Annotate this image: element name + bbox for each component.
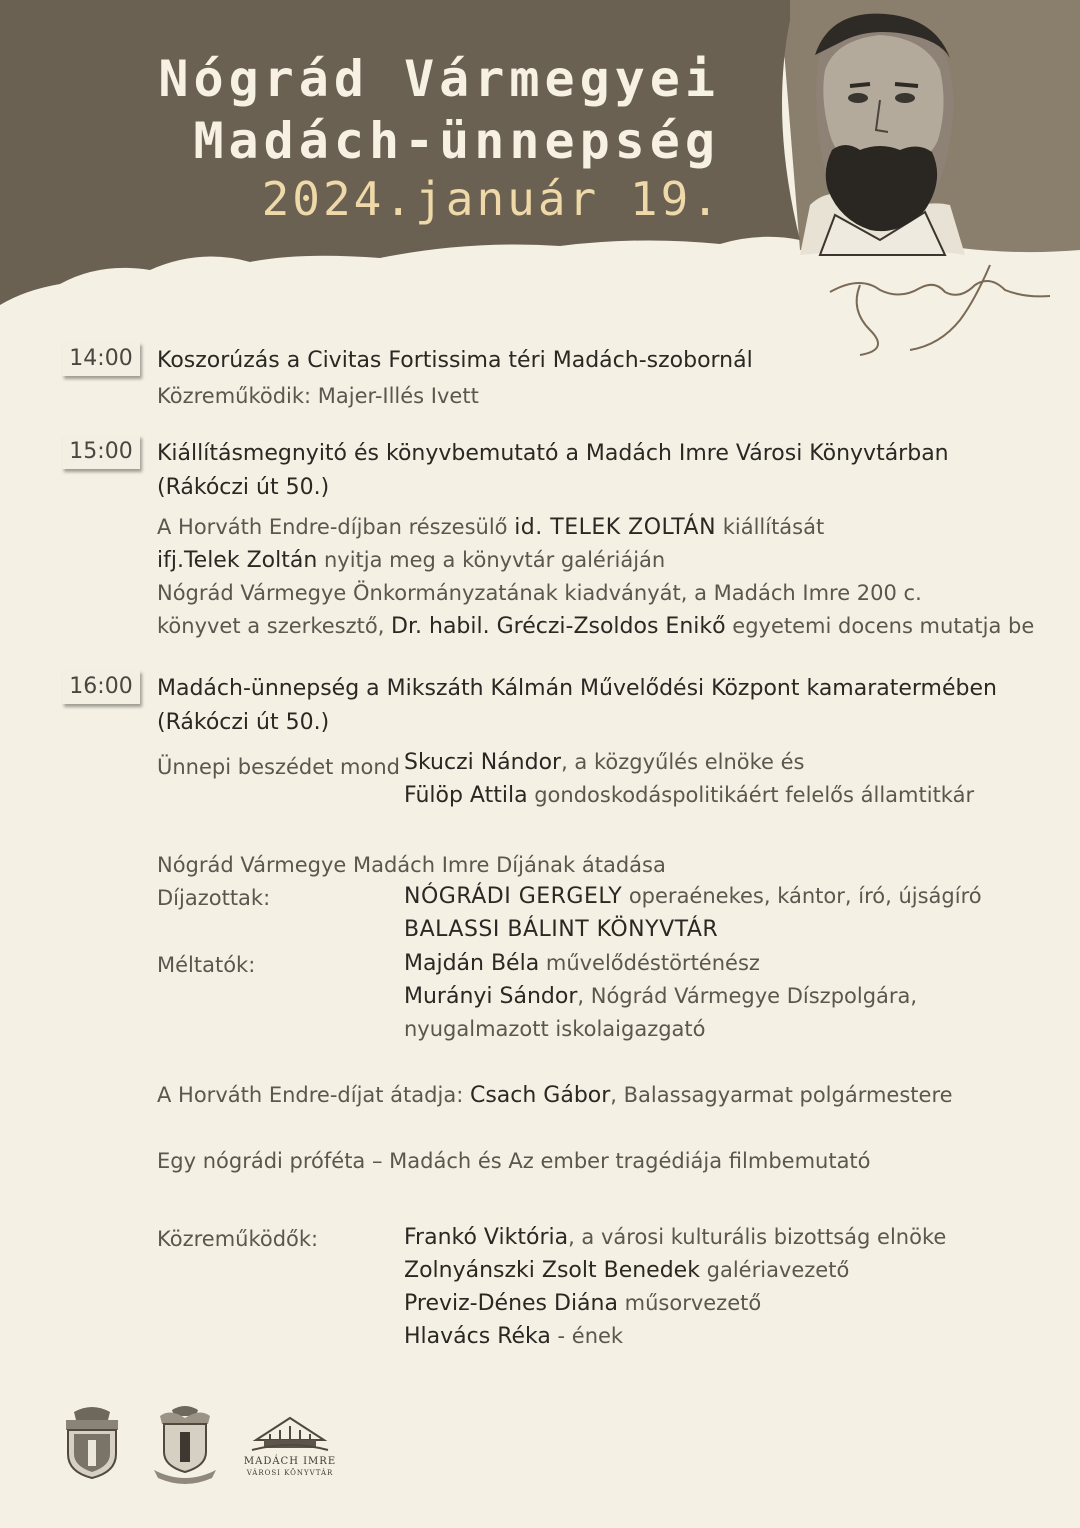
award-title: Nógrád Vármegye Madách Imre Díjának átadása <box>157 853 666 877</box>
text: gondoskodáspolitikáért felelős államtitkár <box>527 783 975 807</box>
speaker-name: Skuczi Nándor <box>404 750 562 775</box>
text: A Horváth Endre-díjat átadja: <box>157 1083 470 1107</box>
text: kiállítását <box>716 515 825 539</box>
text: művelődéstörténész <box>539 951 760 975</box>
speech-label: Ünnepi beszédet mond <box>157 755 400 779</box>
opening-line <box>157 545 665 576</box>
contributor-name: Frankó Viktória <box>404 1225 569 1250</box>
signature <box>830 265 1050 355</box>
event-address-1500: (Rákóczi út 50.) <box>157 475 330 500</box>
exhibition-line <box>157 512 824 543</box>
laudator-name: Murányi Sándor <box>404 984 578 1009</box>
text: műsorvezető <box>617 1291 762 1315</box>
awardee-name: BALASSI BÁLINT KÖNYVTÁR <box>404 917 719 942</box>
laudator-2 <box>404 981 917 1012</box>
text: - ének <box>550 1324 624 1348</box>
contributor-name: Hlavács Réka <box>404 1324 551 1349</box>
time-badge-1400: 14:00 <box>62 342 140 376</box>
opener-name: ifj.Telek Zoltán <box>157 548 318 573</box>
mayor-name: Csach Gábor <box>469 1083 611 1108</box>
contributor-2 <box>404 1255 849 1286</box>
laudator-name: Majdán Béla <box>404 951 540 976</box>
library-building-icon <box>250 1410 330 1452</box>
county-coat-of-arms-icon <box>60 1404 124 1480</box>
speaker-1 <box>404 747 804 778</box>
city-coat-of-arms-icon <box>150 1402 220 1484</box>
library-logo <box>240 1410 340 1478</box>
artist-name: id. TELEK ZOLTÁN <box>514 515 717 540</box>
speaker-name: Fülöp Attila <box>404 783 528 808</box>
film-line: Egy nógrádi próféta – Madách és Az ember tragédiája filmbemutató <box>157 1149 871 1173</box>
event-title-1400: Koszorúzás a Civitas Fortissima téri Madách-szobornál <box>157 348 753 373</box>
contributor-3 <box>404 1288 761 1319</box>
book-line-1: Nógrád Vármegye Önkormányzatának kiadványát, a Madách Imre 200 c. <box>157 581 922 605</box>
contributor-line: Közreműködik: Majer-Illés Ivett <box>157 384 479 408</box>
text: A Horváth Endre-díjban részesülő <box>157 515 515 539</box>
time-badge-1500: 15:00 <box>62 435 140 469</box>
text: , a városi kulturális bizottság elnöke <box>568 1225 947 1249</box>
text: , Nógrád Vármegye Díszpolgára, <box>577 984 918 1008</box>
awardee-name: NÓGRÁDI GERGELY <box>404 884 623 909</box>
text: könyvet a szerkesztő, <box>157 614 392 638</box>
event-title-line-2: Madách-ünnepség <box>193 112 720 170</box>
text: egyetemi docens mutatja be <box>725 614 1035 638</box>
text: , a közgyűlés elnöke és <box>561 750 805 774</box>
event-title-line-1: Nógrád Vármegyei <box>158 50 720 108</box>
awardee-2 <box>404 914 718 945</box>
contributors-label: Közreműködők: <box>157 1227 319 1251</box>
event-title-1600: Madách-ünnepség a Mikszáth Kálmán Művelődési Központ kamaratermében <box>157 676 997 701</box>
text: nyitja meg a könyvtár galériáján <box>317 548 666 572</box>
contributor-name: Zolnyánszki Zsolt Benedek <box>404 1258 700 1283</box>
horvath-award-line <box>157 1080 953 1111</box>
time-badge-1600: 16:00 <box>62 670 140 704</box>
editor-name: Dr. habil. Gréczi-Zsoldos Enikő <box>391 614 726 639</box>
book-line-2 <box>157 611 1034 642</box>
laudator-1 <box>404 948 760 979</box>
text: galériavezető <box>699 1258 850 1282</box>
contributor-1 <box>404 1222 946 1253</box>
portrait-engraving-icon <box>800 14 965 255</box>
laudators-label: Méltatók: <box>157 953 256 977</box>
text: operaénekes, kántor, író, újságíró <box>622 884 982 908</box>
event-date: 2024.január 19. <box>261 172 722 226</box>
library-name-line-1: MADÁCH IMRE <box>243 1456 337 1467</box>
contributor-name: Previz-Dénes Diána <box>404 1291 618 1316</box>
event-address-1600: (Rákóczi út 50.) <box>157 710 330 735</box>
awardees-label: Díjazottak: <box>157 886 271 910</box>
text: , Balassagyarmat polgármestere <box>610 1083 953 1107</box>
awardee-1 <box>404 881 982 912</box>
event-title-1500: Kiállításmegnyitó és könyvbemutató a Madách Imre Városi Könyvtárban <box>157 441 949 466</box>
laudator-2-title: nyugalmazott iskolaigazgató <box>404 1017 706 1041</box>
speaker-2 <box>404 780 974 811</box>
library-name-line-2: VÁROSI KÖNYVTÁR <box>246 1469 334 1477</box>
contributor-4 <box>404 1321 623 1352</box>
